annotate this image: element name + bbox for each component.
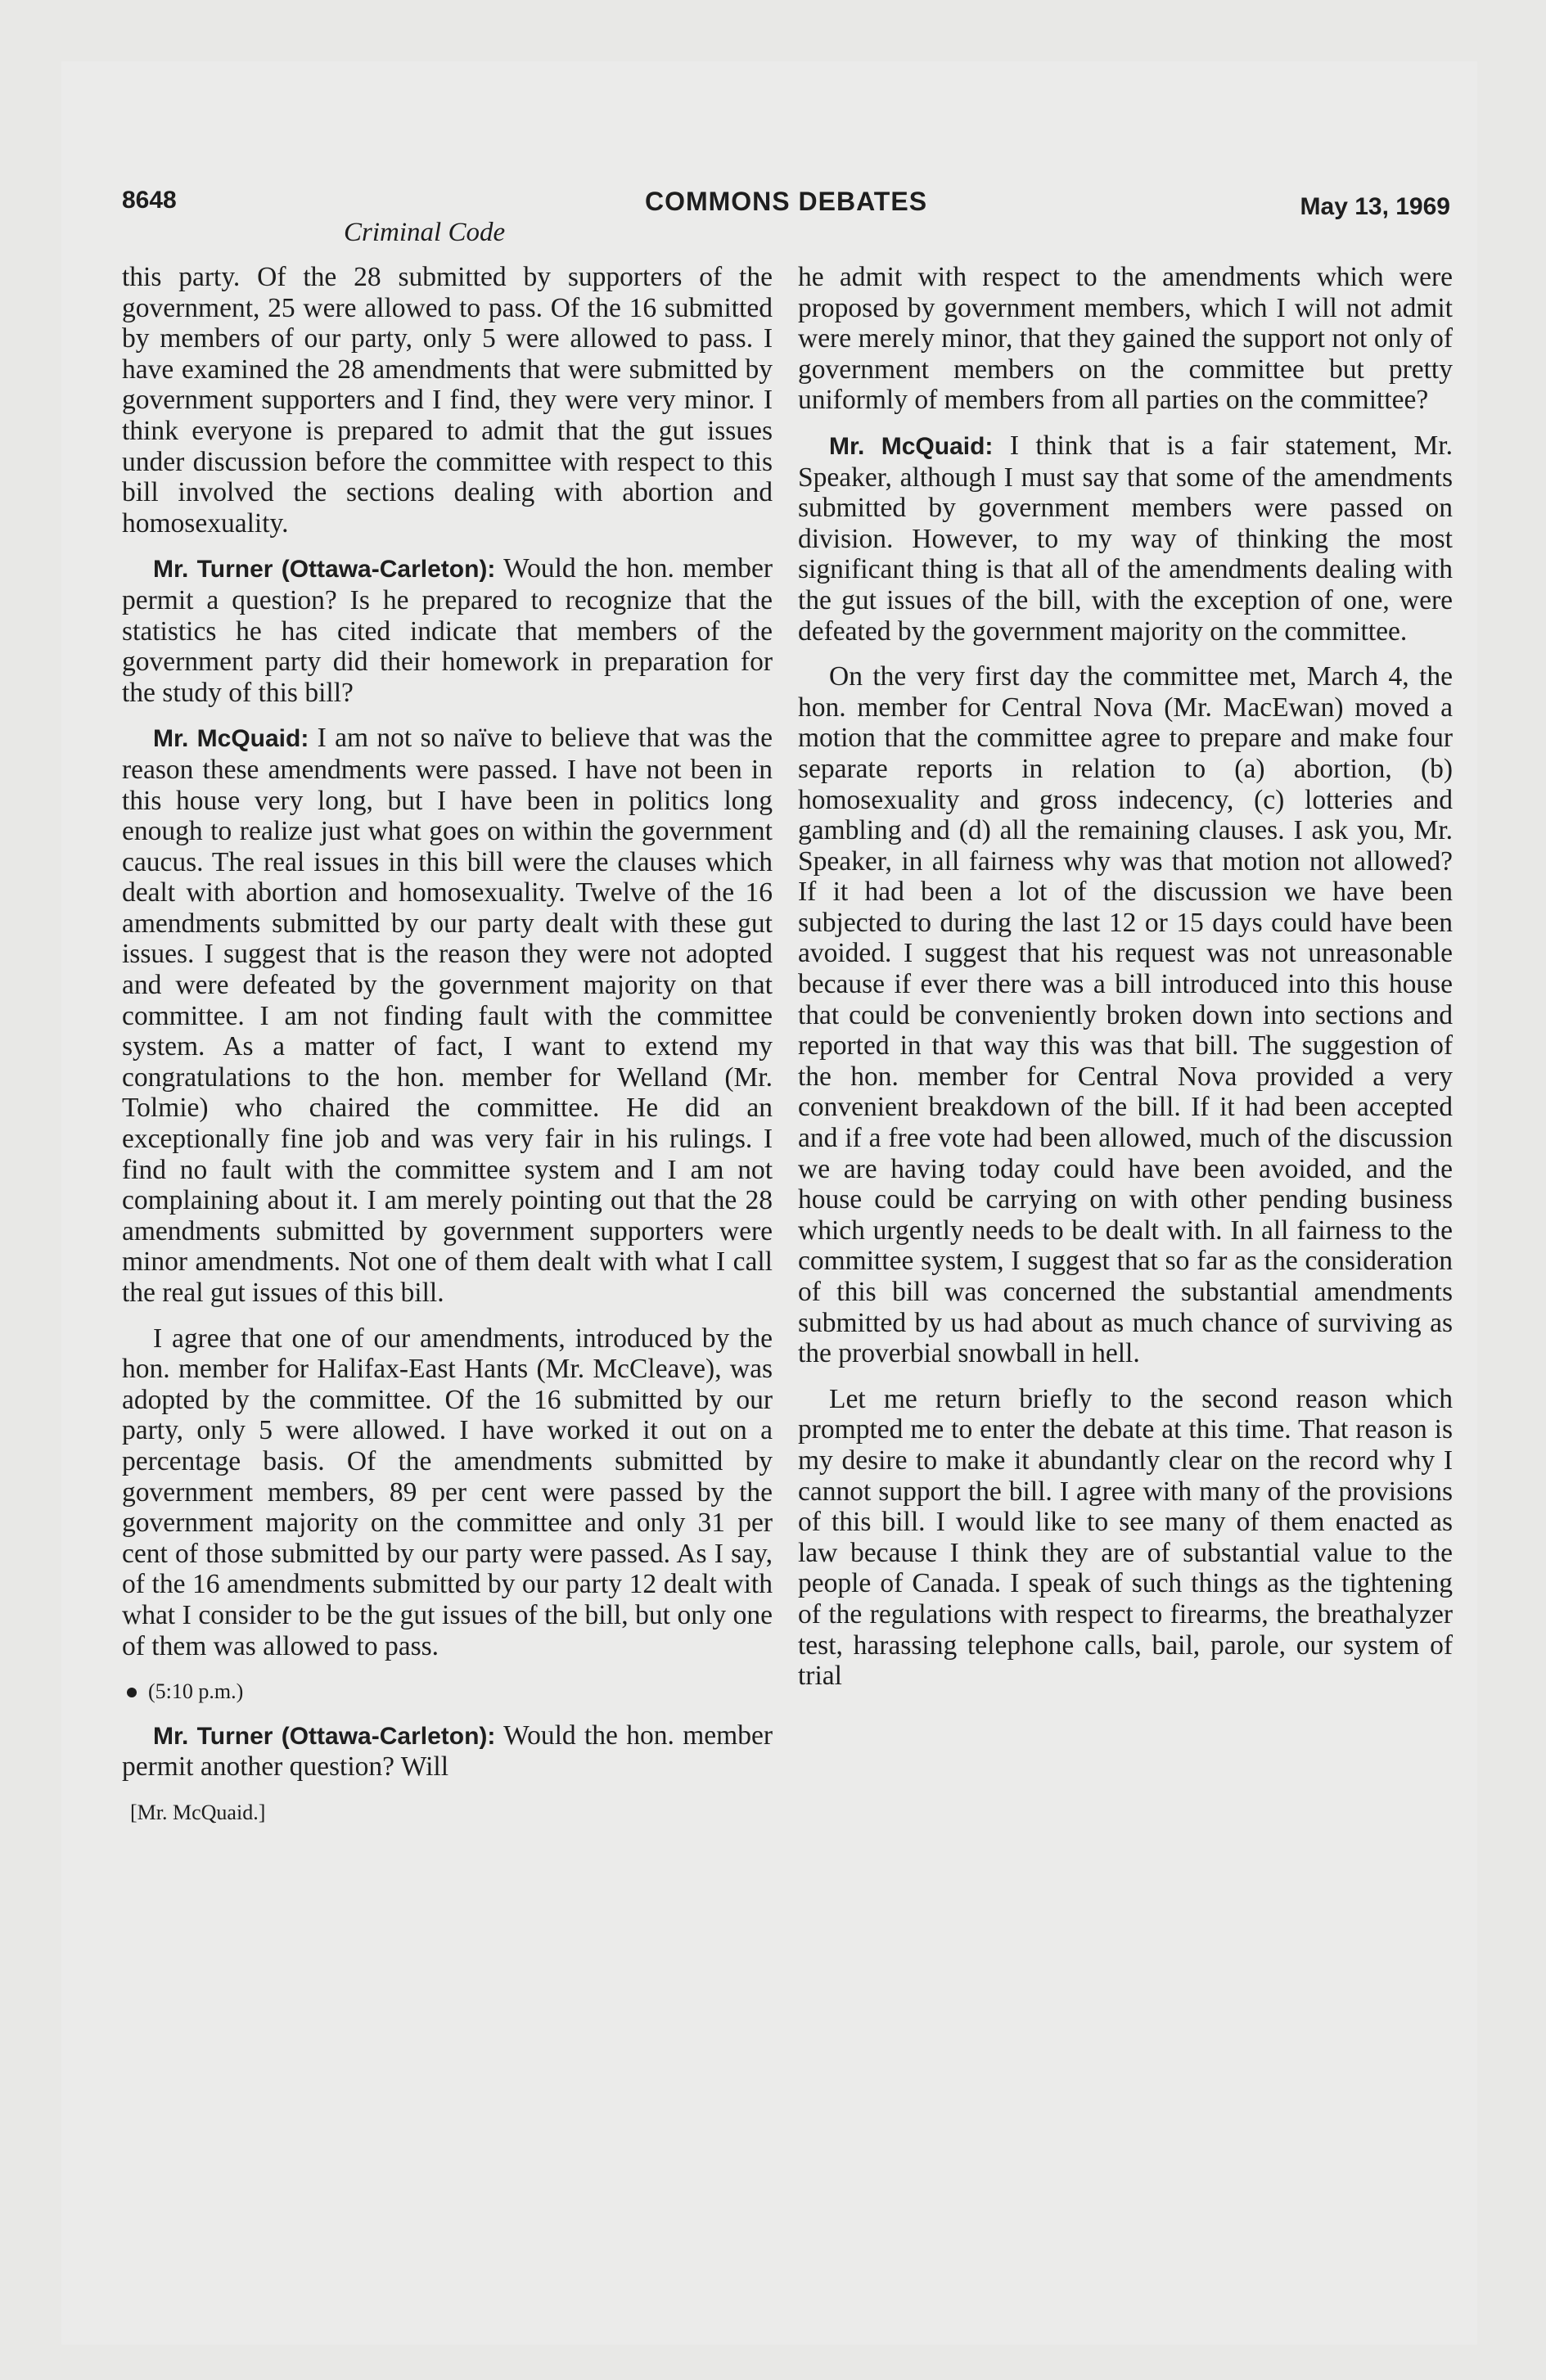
paragraph: this party. Of the 28 submitted by supporters of the government, 25 were allowed to pass. Of the 16 submitted by members of our party, only 5 were allowed to pass. I have examined the 28 amendments that were submitted by government supporters and I find, they were very minor. I think everyone is prepared to admit that the gut issues under discussion before the committee with respect to this bill involved the sections dealing with abortion and homosexuality. (122, 262, 773, 539)
running-head: COMMONS DEBATES (644, 187, 928, 216)
paragraph (122, 723, 773, 1308)
page-header (122, 187, 1450, 236)
speech-text: Would the hon. member permit another question? Will (122, 1720, 773, 1783)
paragraph (122, 1720, 773, 1783)
timestamp-text: (5:10 p.m.) (148, 1679, 244, 1704)
bullet-icon (127, 1688, 137, 1697)
speaker-name: Mr. Turner (Ottawa-Carleton): (153, 556, 496, 584)
speaker-footer-note: [Mr. McQuaid.] (130, 1800, 266, 1824)
page-number: 8648 (122, 187, 177, 214)
paragraph (798, 430, 1453, 647)
paragraph: he admit with respect to the amendments which were proposed by government members, which I will not admit were merely minor, that they gained the support not only of government members on the committee but pretty uniformly of members from all parties on the committee? (798, 262, 1453, 416)
right-column (798, 262, 1453, 1706)
timestamp (122, 1676, 773, 1707)
paragraph: Let me return briefly to the second reason which prompted me to enter the debate at this time. That reason is my desire to make it abundantly clear on the record why I cannot support the bill. I agree with many of the provisions of this bill. I would like to see many of them enacted as law because I think they are of substantial value to the people of Canada. I speak of such things as the tightening of the regulations with respect to firearms, the breathalyzer test, harassing telephone calls, bail, parole, our system of trial (798, 1383, 1453, 1692)
speech-text: I think that is a fair statement, Mr. Speaker, although I must say that some of the amendments submitted by government members were passed on division. However, to my way of thinking the most significant thing is that all of the amendments dealing with the gut issues of the bill, with the exception of one, were defeated by the government majority on the committee. (798, 430, 1453, 647)
speech-text: Would the hon. member permit a question? Is he prepared to recognize that the statistics he has cited indicate that members of the government party did their homework in preparation for the study of this bill? (122, 553, 773, 708)
paragraph (122, 553, 773, 708)
speaker-name: Mr. McQuaid: (153, 725, 309, 753)
section-title: Criminal Code (344, 218, 506, 247)
speaker-name: Mr. Turner (Ottawa-Carleton): (153, 1722, 496, 1750)
paragraph: On the very first day the committee met, March 4, the hon. member for Central Nova (Mr. MacEwan) moved a motion that the committee agree to prepare and make four separate reports in relation to (a) abortion, (b) homosexuality and gross indecency, (c) lotteries and gambling and (d) all the remaining clauses. I ask you, Mr. Speaker, in all fairness why was that motion not allowed? If it had been a lot of the discussion we have been subjected to during the last 12 or 15 days could have been avoided. I suggest that his request was not unreasonable because if ever there was a bill introduced into this house that could be conveniently broken down into sections and reported in that way this was that bill. The suggestion of the hon. member for Central Nova provided a very convenient breakdown of the bill. If it had been accepted and if a free vote had been allowed, much of the discussion we are having today could have been avoided, and the house could be carrying on with other pending business which urgently needs to be dealt with. In all fairness to the committee system, I suggest that so far as the consideration of this bill was concerned the substantial amendments submitted by us had about as much chance of surviving as the proverbial snowball in hell. (798, 661, 1453, 1369)
speaker-name: Mr. McQuaid: (829, 432, 994, 460)
paragraph: I agree that one of our amendments, introduced by the hon. member for Halifax-East Hants (Mr. McCleave), was adopted by the committee. Of the 16 submitted by our party, only 5 were allowed. I have worked it out on a percentage basis. Of the amendments submitted by government members, 89 per cent were passed by the government majority on the committee and only 31 per cent of those submitted by our party were passed. As I say, of the 16 amendments submitted by our party 12 dealt with what I consider to be the gut issues of the bill, but only one of them was allowed to pass. (122, 1323, 773, 1661)
speech-text: I am not so naïve to believe that was the reason these amendments were passed. I have not been in this house very long, but I have been in politics long enough to realize just what goes on within the government caucus. The real issues in this bill were the clauses which dealt with abortion and homosexuality. Twelve of the 16 amendments submitted by our party dealt with these gut issues. I suggest that is the reason they were not adopted and were defeated by the government majority on that committee. I am not finding fault with the committee system. As a matter of fact, I want to extend my congratulations to the hon. member for Welland (Mr. Tolmie) who chaired the committee. He did an exceptionally fine job and was very fair in his rulings. I find no fault with the committee system and I am not complaining about it. I am merely pointing out that the 28 amendments submitted by government supporters were minor amendments. Not one of them dealt with what I call the real gut issues of this bill. (122, 723, 773, 1308)
page-date: May 13, 1969 (1300, 193, 1450, 220)
left-column (122, 262, 773, 1828)
